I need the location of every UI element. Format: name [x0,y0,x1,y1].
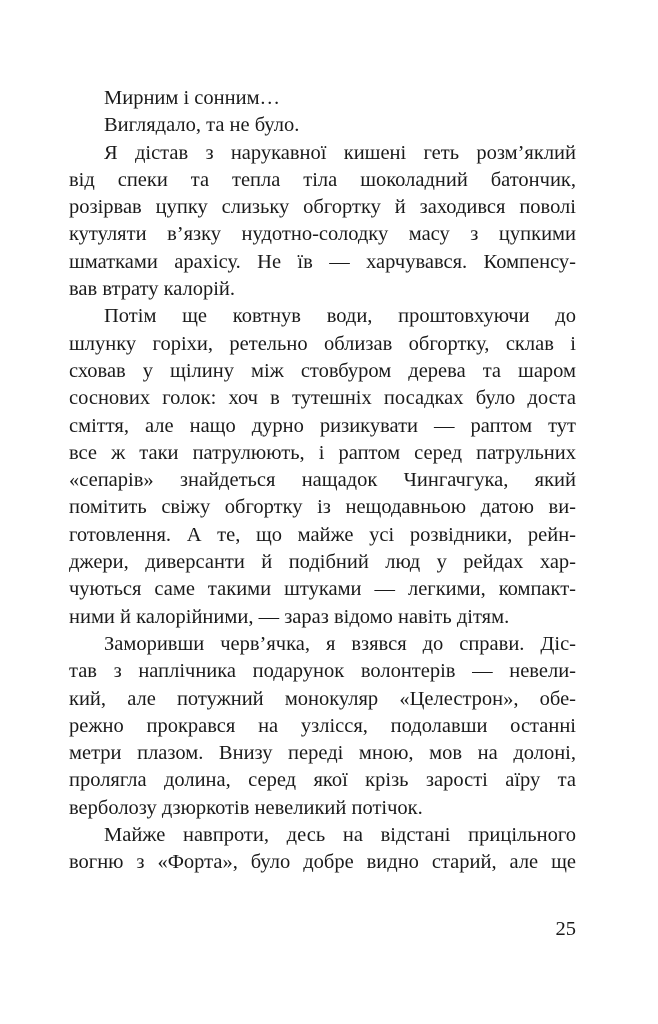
text-line: пролягла долина, серед якої крізь зарості аїру та [69,769,576,792]
text-line: Заморивши черв’ячка, я взявся до справи. Діс- [104,632,576,655]
text-line: метри плазом. Внизу переді мною, мов на долоні, [69,742,576,765]
text-line: тав з наплічника подарунок волонтерів — невели- [69,660,576,683]
text-line: ними й калорійними, — зараз відомо навіть дітям. [69,605,510,628]
text-line: чуються саме такими штуками — легкими, компакт- [69,578,576,601]
text-line: все ж таки патрулюють, і раптом серед патрульних [69,441,576,464]
body-text [69,85,576,877]
paragraph [69,112,576,139]
paragraph [69,140,576,304]
text-line: Виглядало, та не було. [104,114,300,137]
text-line: розірвав цупку слизьку обгортку й заходився поволі [69,196,576,219]
text-line: кутуляти в’язку нудотно-солодку масу з цупкими [69,223,576,246]
text-line: «сепарів» знайдеться нащадок Чингачгука, який [69,469,576,492]
text-line: сміття, але нащо дурно ризикувати — раптом тут [69,414,576,437]
text-line: Мирним і сонним… [104,87,281,109]
paragraph [69,631,576,822]
text-line: джери, диверсанти й подібний люд у рейдах хар- [69,551,576,574]
text-line: від спеки та тепла тіла шоколадний батончик, [69,168,576,191]
text-line: шлунку горіхи, ретельно облизав обгортку, склав і [69,332,576,355]
text-line: помітить свіжу обгортку із нещодавньою датою ви- [69,496,576,519]
paragraph [69,85,576,112]
page-number: 25 [555,918,576,940]
text-line: режно прокрався на узлісся, подолавши останні [69,714,576,737]
paragraph [69,822,576,877]
text-line: готовлення. А те, що майже усі розвідники, рейн- [69,523,576,546]
text-line: верболозу дзюркотів невеликий потічок. [69,796,423,819]
paragraph [69,303,576,631]
text-line: вав втрату калорій. [69,278,236,301]
text-line: кий, але потужний монокуляр «Целестрон», обе- [69,687,576,710]
text-line: шматками арахісу. Не їв — харчувався. Компенсу- [69,250,576,273]
text-line: вогню з «Форта», було добре видно старий, але ще [69,851,576,874]
text-line: Потім ще ковтнув води, проштовхуючи до [104,305,576,328]
text-line: сховав у щілину між стовбуром дерева та шаром [69,359,576,382]
text-line: Майже навпроти, десь на відстані прицільного [104,824,576,847]
text-line: соснових голок: хоч в тутешніх посадках було доста [69,387,576,410]
text-line: Я дістав з нарукавної кишені геть розм’яклий [104,141,576,164]
